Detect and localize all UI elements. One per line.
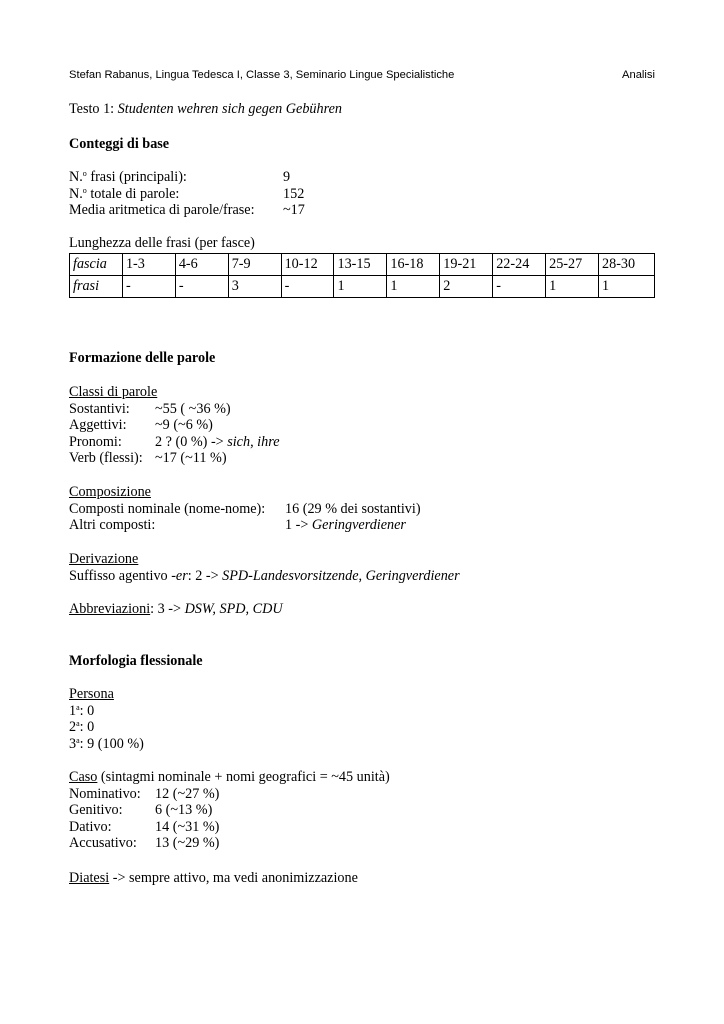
- table-cell: frasi: [70, 276, 123, 298]
- subsection-title: Persona: [69, 686, 114, 702]
- derivation-example: SPD-Landesvorsitzende: [222, 567, 359, 584]
- class-row: [69, 434, 655, 451]
- class-label: Aggettivi:: [69, 417, 127, 434]
- subsection-title: Abbreviazioni: [69, 601, 151, 617]
- derivation-count: : 2 ->: [187, 567, 223, 584]
- table-caption: Lunghezza delle frasi (per fasce): [69, 235, 255, 251]
- table-cell: 16-18: [387, 254, 440, 276]
- table-cell: 1: [334, 276, 387, 298]
- subsection-title: Classi di parole: [69, 384, 158, 400]
- class-row: [69, 417, 655, 434]
- word-classes: [69, 384, 655, 467]
- subsection-title: Diatesi: [69, 870, 110, 886]
- table-cell: 10-12: [281, 254, 334, 276]
- table-cell: 19-21: [440, 254, 493, 276]
- case-row: [69, 835, 655, 852]
- count-label-rest: totale di parole:: [86, 185, 180, 202]
- composition-value: 16 (29 % dei sostantivi): [285, 500, 421, 517]
- derivation-suffix: -er: [171, 567, 188, 584]
- count-label-rest: frasi (principali):: [86, 169, 187, 185]
- header-left: Stefan Rabanus, Lingua Tedesca I, Classe 3, Seminario Lingue Specialistiche: [69, 69, 455, 81]
- case-label: Dativo:: [69, 818, 112, 835]
- count-row: [69, 186, 655, 203]
- case-label: Nominativo:: [69, 785, 141, 802]
- case-row: [69, 786, 655, 803]
- table-cell: -: [281, 276, 334, 298]
- class-row: [69, 401, 655, 418]
- case-value: 6 (~13 %): [155, 802, 213, 819]
- case-value: 14 (~31 %): [155, 818, 220, 835]
- case-label: Genitivo:: [69, 802, 123, 819]
- class-example-sep: ,: [250, 433, 258, 450]
- table-cell: 1: [387, 276, 440, 298]
- class-value: ~17 (~11 %): [155, 450, 227, 467]
- case-row: [69, 802, 655, 819]
- composition-row: [69, 501, 655, 518]
- section-heading-formazione: Formazione delle parole: [69, 350, 216, 366]
- table-cell: -: [122, 276, 175, 298]
- table-cell: 25-27: [546, 254, 599, 276]
- table-cell: -: [493, 276, 546, 298]
- class-value: ~55 ( ~36 %): [155, 400, 231, 417]
- class-value: 2 ? (0 %) ->: [155, 433, 228, 450]
- class-row: [69, 450, 655, 467]
- count-row: [69, 169, 655, 186]
- case: [69, 769, 655, 852]
- abbreviations: [69, 601, 655, 618]
- derivation-sep: ,: [358, 567, 366, 584]
- person-row: [69, 703, 655, 720]
- table-cell: 1-3: [122, 254, 175, 276]
- person-row: [69, 736, 655, 753]
- count-row: [69, 202, 655, 219]
- section-heading-morfologia: Morfologia flessionale: [69, 653, 203, 669]
- composition: [69, 484, 655, 534]
- count-sup: o: [82, 185, 87, 195]
- diathesis-text: -> sempre attivo, ma vedi anonimizzazione: [109, 870, 358, 886]
- table-cell: 22-24: [493, 254, 546, 276]
- person-number: 2: [69, 719, 77, 736]
- case-label: Accusativo:: [69, 835, 137, 852]
- subsection-title: Caso: [69, 769, 98, 785]
- case-value: 13 (~29 %): [155, 835, 220, 852]
- composition-row: [69, 517, 655, 534]
- table-cell: 7-9: [228, 254, 281, 276]
- count-label: Media aritmetica di parole/frase:: [69, 202, 255, 219]
- class-label: Verb (flessi):: [69, 450, 143, 467]
- section-heading-conteggi: Conteggi di base: [69, 136, 170, 152]
- case-row: [69, 819, 655, 836]
- table-cell: 1: [546, 276, 599, 298]
- text-title: [69, 101, 655, 118]
- abbreviation-items: DSW, SPD, CDU: [184, 601, 283, 617]
- class-label: Pronomi:: [69, 433, 122, 450]
- count-label: N.: [69, 169, 83, 185]
- abbreviation-count: : 3 ->: [150, 601, 185, 617]
- person-value: : 0: [79, 719, 95, 736]
- class-value: ~9 (~6 %): [155, 417, 213, 434]
- subsection-title: Derivazione: [69, 551, 139, 567]
- table-row-frasi: [70, 276, 655, 298]
- person-number: 3: [69, 735, 77, 752]
- derivation-example: Geringverdiener: [365, 567, 460, 584]
- table-cell: 28-30: [599, 254, 655, 276]
- page-header: [69, 69, 655, 81]
- case-title-row: [69, 769, 655, 786]
- class-example: ihre: [257, 433, 280, 450]
- count-label: N.: [69, 185, 83, 202]
- text-title-prefix: Testo 1:: [69, 101, 118, 117]
- sentence-length-table: [69, 253, 655, 298]
- derivation-row: [69, 568, 655, 585]
- case-note: (sintagmi nominale + nomi geografici = ~45 unità): [97, 769, 390, 785]
- composition-value: 1 ->: [285, 517, 312, 534]
- person-value: : 9 (100 %): [79, 735, 144, 752]
- basic-counts: [69, 169, 655, 219]
- text-title-name: Studenten wehren sich gegen Gebühren: [117, 101, 342, 117]
- composition-label: Composti nominale (nome-nome):: [69, 500, 266, 517]
- header-right: Analisi: [622, 69, 655, 81]
- table-cell: 1: [599, 276, 655, 298]
- derivation: [69, 551, 655, 584]
- person: [69, 686, 655, 752]
- person-sup: a: [76, 719, 80, 729]
- table-cell: -: [175, 276, 228, 298]
- count-value: 9: [283, 169, 291, 185]
- table-cell: 2: [440, 276, 493, 298]
- table-cell: 4-6: [175, 254, 228, 276]
- derivation-label: Suffisso agentivo: [69, 567, 172, 584]
- diathesis: [69, 870, 655, 887]
- count-sup: o: [82, 169, 87, 178]
- table-cell: 3: [228, 276, 281, 298]
- composition-example: Geringverdiener: [311, 517, 406, 534]
- person-sup: a: [76, 702, 80, 712]
- table-cell: fascia: [70, 254, 123, 276]
- table-cell: 13-15: [334, 254, 387, 276]
- class-label: Sostantivi:: [69, 400, 130, 417]
- table-row-fascia: [70, 254, 655, 276]
- person-sup: a: [76, 735, 80, 745]
- person-number: 1: [69, 702, 77, 719]
- person-row: [69, 719, 655, 736]
- count-value: 152: [283, 185, 305, 202]
- person-value: : 0: [79, 702, 95, 719]
- composition-label: Altri composti:: [69, 517, 156, 534]
- count-value: ~17: [283, 202, 305, 219]
- class-example: sich: [227, 433, 251, 450]
- subsection-title: Composizione: [69, 484, 151, 500]
- case-value: 12 (~27 %): [155, 785, 220, 802]
